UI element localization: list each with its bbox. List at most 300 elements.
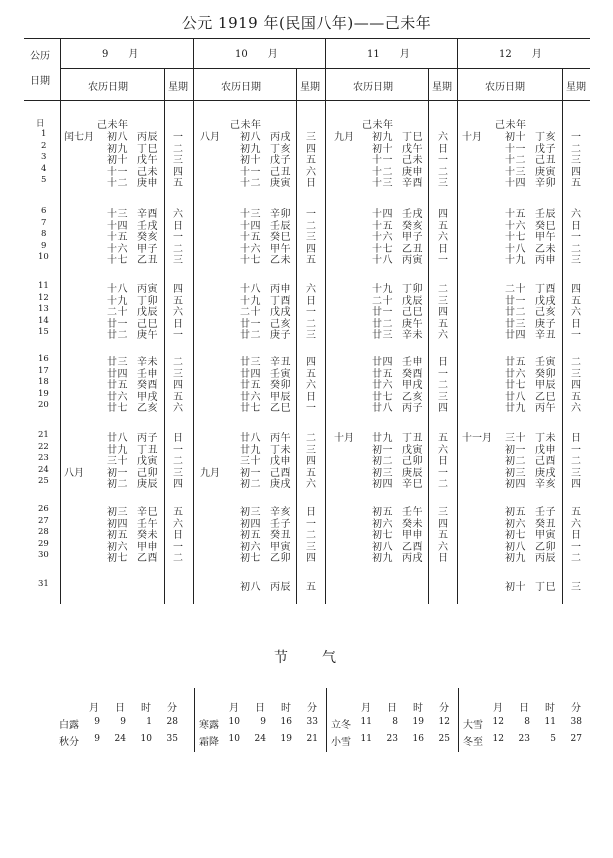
weekday: 三 [571, 155, 581, 167]
solar-term-value: 16 [412, 734, 424, 744]
corner-top: 公历 [30, 51, 50, 62]
lunar-month-label: 十月 [334, 433, 354, 444]
weekday: 日 [306, 178, 316, 190]
lunar-day: 初九 [372, 553, 393, 565]
terms-col-header: 分 [571, 703, 581, 714]
terms-col-header: 分 [167, 703, 177, 714]
terms-col-header: 月 [89, 703, 99, 714]
lunar-month-label: 九月 [200, 467, 220, 479]
month-header: 9 月 [102, 49, 139, 60]
ganzhi: 甲寅 [270, 541, 291, 553]
weekday: 四 [438, 518, 448, 530]
weekday: 四 [173, 380, 183, 392]
lunar-day: 十二 [107, 178, 128, 190]
weekday: 一 [173, 541, 183, 553]
weekday: 二 [571, 243, 581, 255]
lunar-month-label: 十一月 [462, 433, 492, 444]
day-number: 14 [38, 315, 49, 326]
weekday: 一 [173, 444, 183, 456]
weekday: 五 [571, 391, 581, 403]
solar-term-value: 9 [94, 734, 100, 744]
ganzhi: 戊子 [535, 143, 556, 155]
lunar-day: 十一 [240, 166, 261, 178]
ganzhi: 辛巳 [137, 507, 158, 518]
lunar-day: 十七 [505, 232, 526, 244]
weekday: 四 [306, 456, 316, 468]
terms-col-header: 日 [115, 703, 125, 714]
ganzhi: 己亥 [535, 307, 556, 319]
weekday: 日 [173, 530, 183, 542]
day-number: 23 [38, 453, 49, 464]
lunar-day: 十四 [372, 209, 393, 220]
ganzhi: 乙未 [270, 255, 291, 267]
solar-term-value: 16 [280, 717, 292, 727]
day-number: 7 [41, 217, 47, 228]
ganzhi: 丁巳 [535, 582, 556, 593]
weekday: 日 [306, 295, 316, 307]
ganzhi: 癸巳 [270, 232, 291, 244]
weekday-header: 星期 [432, 82, 452, 93]
weekday: 四 [306, 143, 316, 155]
weekday: 一 [438, 467, 448, 479]
lunar-day: 十一 [107, 166, 128, 178]
ganzhi: 己卯 [137, 467, 158, 479]
day-number: 20 [38, 400, 49, 411]
weekday-header: 星期 [566, 82, 586, 93]
day-number: 2 [41, 140, 47, 151]
ganzhi: 己巳 [137, 318, 158, 330]
ganzhi: 辛卯 [270, 209, 291, 220]
weekday: 四 [173, 479, 183, 491]
terms-col-header: 时 [281, 703, 291, 714]
lunar-day: 十三 [107, 209, 128, 220]
ganzhi: 癸丑 [535, 518, 556, 530]
lunar-day: 三十 [240, 456, 261, 468]
ganzhi: 癸未 [402, 518, 423, 530]
ganzhi: 辛丑 [270, 357, 291, 368]
lunar-day: 二十 [107, 307, 128, 319]
lunar-day: 廿八 [372, 403, 393, 415]
ganzhi: 丁未 [535, 433, 556, 444]
lunar-day: 初一 [505, 444, 526, 456]
solar-term-name: 大雪 [463, 720, 483, 731]
ganzhi: 戊寅 [402, 444, 423, 456]
weekday: 一 [306, 518, 316, 530]
ganzhi: 癸酉 [137, 380, 158, 392]
ganzhi: 庚辰 [137, 479, 158, 491]
lunar-day: 初四 [505, 479, 526, 491]
weekday: 五 [306, 467, 316, 479]
lunar-day: 十六 [107, 243, 128, 255]
lunar-day: 初二 [372, 456, 393, 468]
month-header: 10 月 [235, 49, 278, 60]
solar-term-value: 23 [518, 734, 530, 744]
solar-term-value: 1 [146, 717, 152, 727]
ganzhi: 己丑 [270, 166, 291, 178]
day-number: 3 [41, 152, 47, 163]
ganzhi: 壬午 [402, 507, 423, 518]
weekday: 三 [438, 507, 448, 518]
day-number: 30 [38, 550, 49, 561]
lunar-day: 十八 [372, 255, 393, 267]
weekday: 五 [571, 178, 581, 190]
ganzhi: 己巳 [402, 307, 423, 319]
day-number: 5 [41, 175, 47, 186]
month-header: 12 月 [499, 49, 542, 60]
solar-term-name: 秋分 [59, 737, 79, 748]
lunar-day: 十七 [107, 255, 128, 267]
ganzhi: 壬戌 [137, 220, 158, 232]
ganzhi: 己未 [137, 166, 158, 178]
weekday: 六 [571, 518, 581, 530]
solar-term-value: 9 [120, 717, 126, 727]
solar-term-value: 25 [438, 734, 450, 744]
solar-term-value: 19 [412, 717, 424, 727]
lunar-day: 初五 [107, 530, 128, 542]
ganzhi: 庚午 [402, 318, 423, 330]
ganzhi: 甲戌 [137, 391, 158, 403]
solar-term-value: 5 [550, 734, 556, 744]
lunar-day: 初九 [240, 143, 261, 155]
lunar-day: 十六 [505, 220, 526, 232]
solar-term-value: 19 [280, 734, 292, 744]
terms-col-header: 月 [493, 703, 503, 714]
weekday: 五 [173, 178, 183, 190]
ganzhi: 甲戌 [402, 380, 423, 392]
ganzhi: 壬辰 [270, 220, 291, 232]
weekday: 二 [173, 553, 183, 565]
day-number: 15 [38, 327, 49, 338]
ganzhi: 甲子 [137, 243, 158, 255]
lunar-day: 廿七 [240, 403, 261, 415]
ganzhi: 壬申 [402, 357, 423, 368]
lunar-day: 初二 [240, 479, 261, 491]
year-label: 己未年 [97, 120, 129, 131]
weekday: 一 [571, 541, 581, 553]
lunar-day: 十三 [240, 209, 261, 220]
solar-term-name: 寒露 [199, 720, 219, 731]
weekday: 六 [173, 307, 183, 319]
day-number: 24 [38, 464, 49, 475]
ganzhi: 癸卯 [535, 368, 556, 380]
lunar-day: 初三 [505, 467, 526, 479]
ganzhi: 壬子 [270, 518, 291, 530]
lunar-day: 十八 [505, 243, 526, 255]
ganzhi: 戊辰 [402, 295, 423, 307]
lunar-day: 廿六 [505, 368, 526, 380]
weekday: 日 [438, 553, 448, 565]
lunar-day: 廿三 [505, 318, 526, 330]
ganzhi: 戊戌 [535, 295, 556, 307]
solar-term-value: 8 [524, 717, 530, 727]
weekday: 六 [571, 209, 581, 220]
lunar-day: 初十 [505, 582, 526, 593]
day-number: 17 [38, 365, 49, 376]
ganzhi: 甲寅 [535, 530, 556, 542]
weekday: 二 [306, 433, 316, 444]
solar-term-value: 12 [492, 734, 504, 744]
ganzhi: 戊午 [402, 143, 423, 155]
weekday: 二 [438, 284, 448, 295]
ganzhi: 辛未 [402, 330, 423, 342]
terms-col-header: 月 [361, 703, 371, 714]
weekday: 五 [173, 391, 183, 403]
weekday-rule [428, 68, 429, 604]
ganzhi: 庚辰 [402, 467, 423, 479]
weekday: 四 [571, 166, 581, 178]
lunar-day: 廿二 [372, 318, 393, 330]
weekday: 一 [438, 255, 448, 267]
weekday: 三 [173, 368, 183, 380]
weekday: 三 [571, 255, 581, 267]
ganzhi: 乙巳 [535, 391, 556, 403]
lunar-day: 十六 [240, 243, 261, 255]
weekday: 二 [438, 380, 448, 392]
weekday: 四 [306, 243, 316, 255]
lunar-day: 初十 [240, 155, 261, 167]
lunar-day: 初十 [372, 143, 393, 155]
page-title: 公元 1919 年(民国八年)——己未年 [181, 14, 432, 32]
ganzhi: 辛未 [137, 357, 158, 368]
lunar-month-label: 九月 [334, 132, 354, 143]
weekday-header: 星期 [300, 82, 320, 93]
lunar-day: 初六 [107, 541, 128, 553]
terms-col-header: 分 [439, 703, 449, 714]
weekday: 五 [571, 507, 581, 518]
weekday: 一 [571, 232, 581, 244]
weekday: 三 [173, 155, 183, 167]
lunar-day: 廿三 [372, 330, 393, 342]
weekday-rule [164, 68, 165, 604]
solar-term-value: 10 [228, 717, 240, 727]
day-number: 6 [41, 206, 47, 216]
ganzhi: 壬寅 [535, 357, 556, 368]
ganzhi: 甲辰 [270, 391, 291, 403]
year-label: 己未年 [495, 120, 527, 131]
lunar-day: 初一 [240, 467, 261, 479]
lunar-day: 三十 [107, 456, 128, 468]
lunar-day: 初五 [240, 530, 261, 542]
lunar-day: 十三 [505, 166, 526, 178]
ganzhi: 乙亥 [137, 403, 158, 415]
weekday: 日 [438, 143, 448, 155]
weekday: 四 [571, 479, 581, 491]
solar-term-value: 33 [306, 717, 318, 727]
lunar-day: 初五 [505, 507, 526, 518]
ganzhi: 乙丑 [402, 243, 423, 255]
lunar-day: 初六 [505, 518, 526, 530]
weekday: 五 [438, 530, 448, 542]
weekday: 六 [306, 166, 316, 178]
lunar-day: 廿二 [107, 330, 128, 342]
weekday-rule [296, 68, 297, 604]
lunar-day: 十二 [505, 155, 526, 167]
weekday: 一 [173, 330, 183, 342]
lunar-day: 十一 [505, 143, 526, 155]
weekday: 五 [438, 318, 448, 330]
lunar-day: 初八 [107, 132, 128, 143]
lunar-day: 初一 [107, 467, 128, 479]
weekday: 二 [306, 530, 316, 542]
ganzhi: 戊子 [270, 155, 291, 167]
day-number: 31 [38, 579, 49, 589]
ganzhi: 乙酉 [402, 541, 423, 553]
weekday: 四 [571, 284, 581, 295]
ganzhi: 丙子 [137, 433, 158, 444]
lunar-day: 初九 [505, 553, 526, 565]
table-rule [24, 100, 590, 101]
weekday: 三 [571, 467, 581, 479]
day-number: 27 [38, 515, 49, 526]
day-number: 10 [38, 252, 49, 263]
solar-term-value: 8 [392, 717, 398, 727]
weekday: 六 [438, 444, 448, 456]
lunar-day: 初九 [372, 132, 393, 143]
column-rule [60, 38, 61, 604]
ganzhi: 壬辰 [535, 209, 556, 220]
solar-term-value: 28 [166, 717, 178, 727]
ganzhi: 辛丑 [535, 330, 556, 342]
weekday: 五 [173, 507, 183, 518]
lunar-day: 廿九 [505, 403, 526, 415]
lunar-day: 十九 [240, 295, 261, 307]
lunar-day: 初七 [372, 530, 393, 542]
weekday: 三 [306, 444, 316, 456]
ganzhi: 庚戌 [535, 467, 556, 479]
ganzhi: 甲午 [535, 232, 556, 244]
lunar-day: 十四 [505, 178, 526, 190]
ganzhi: 辛酉 [137, 209, 158, 220]
ganzhi: 癸巳 [535, 220, 556, 232]
lunar-day: 初一 [372, 444, 393, 456]
weekday: 五 [306, 155, 316, 167]
weekday: 二 [571, 553, 581, 565]
lunar-day: 廿四 [240, 368, 261, 380]
ganzhi: 庚戌 [270, 479, 291, 491]
weekday: 四 [173, 166, 183, 178]
ganzhi: 壬申 [137, 368, 158, 380]
column-rule [457, 38, 458, 604]
lunar-month-label: 闰七月 [64, 132, 94, 143]
weekday: 一 [306, 403, 316, 415]
day-number: 25 [38, 476, 49, 487]
weekday: 二 [438, 479, 448, 491]
ganzhi: 己酉 [535, 456, 556, 468]
lunar-day: 廿八 [505, 391, 526, 403]
day-number: 18 [38, 377, 49, 388]
terms-column-rule [326, 688, 327, 752]
lunar-day: 廿二 [240, 330, 261, 342]
lunar-day: 廿四 [505, 330, 526, 342]
lunar-day: 初三 [107, 507, 128, 518]
lunar-day: 十六 [372, 232, 393, 244]
ganzhi: 己酉 [270, 467, 291, 479]
ganzhi: 丙戌 [402, 553, 423, 565]
weekday: 二 [571, 357, 581, 368]
weekday: 四 [438, 307, 448, 319]
lunar-day: 廿九 [372, 433, 393, 444]
weekday: 四 [438, 403, 448, 415]
terms-col-header: 时 [545, 703, 555, 714]
day-number: 22 [38, 441, 49, 452]
ganzhi: 丙戌 [270, 132, 291, 143]
ganzhi: 壬子 [535, 507, 556, 518]
day-number: 21 [38, 430, 49, 440]
day-number: 13 [38, 304, 49, 315]
solar-term-value: 12 [492, 717, 504, 727]
ganzhi: 甲辰 [535, 380, 556, 392]
weekday: 一 [173, 232, 183, 244]
ganzhi: 戊寅 [137, 456, 158, 468]
weekday: 日 [306, 391, 316, 403]
lunar-day: 十九 [372, 284, 393, 295]
lunar-day: 廿六 [107, 391, 128, 403]
weekday: 四 [571, 380, 581, 392]
lunar-day: 十二 [240, 178, 261, 190]
weekday: 日 [173, 318, 183, 330]
weekday: 二 [173, 357, 183, 368]
lunar-day: 初五 [372, 507, 393, 518]
day-number: 1 [41, 129, 47, 139]
day-number: 26 [38, 504, 49, 514]
lunar-day: 初四 [240, 518, 261, 530]
lunar-day: 十五 [240, 232, 261, 244]
weekday: 一 [571, 444, 581, 456]
weekday: 三 [306, 330, 316, 342]
lunar-day: 二十 [240, 307, 261, 319]
weekday: 二 [571, 456, 581, 468]
ganzhi: 壬戌 [402, 209, 423, 220]
ganzhi: 己丑 [535, 155, 556, 167]
lunar-day: 二十 [372, 295, 393, 307]
weekday: 一 [571, 132, 581, 143]
lunar-day: 十七 [240, 255, 261, 267]
weekday: 六 [306, 284, 316, 295]
ganzhi: 壬寅 [270, 368, 291, 380]
lunar-day: 初七 [240, 553, 261, 565]
row-header-label: 日 [36, 119, 45, 129]
ganzhi: 丙午 [270, 433, 291, 444]
lunar-day: 廿五 [372, 368, 393, 380]
lunar-day: 十五 [372, 220, 393, 232]
lunar-day: 廿八 [107, 433, 128, 444]
ganzhi: 丙辰 [535, 553, 556, 565]
lunar-day: 十二 [372, 166, 393, 178]
ganzhi: 辛卯 [535, 178, 556, 190]
column-rule [193, 38, 194, 604]
ganzhi: 丁巳 [402, 132, 423, 143]
solar-term-value: 9 [260, 717, 266, 727]
weekday: 六 [306, 479, 316, 491]
ganzhi: 丁卯 [137, 295, 158, 307]
ganzhi: 丁亥 [270, 143, 291, 155]
lunar-month-label: 八月 [200, 132, 220, 143]
lunar-day: 廿八 [240, 433, 261, 444]
ganzhi: 癸亥 [402, 220, 423, 232]
weekday: 三 [173, 467, 183, 479]
weekday: 六 [306, 380, 316, 392]
lunar-day: 十七 [372, 243, 393, 255]
ganzhi: 丁丑 [402, 433, 423, 444]
weekday: 五 [306, 368, 316, 380]
weekday: 三 [306, 541, 316, 553]
weekday: 六 [438, 232, 448, 244]
ganzhi: 丁未 [270, 444, 291, 456]
day-number: 9 [41, 240, 47, 251]
weekday: 五 [306, 582, 316, 593]
solar-term-value: 11 [544, 717, 556, 727]
lunar-day: 初八 [240, 582, 261, 593]
